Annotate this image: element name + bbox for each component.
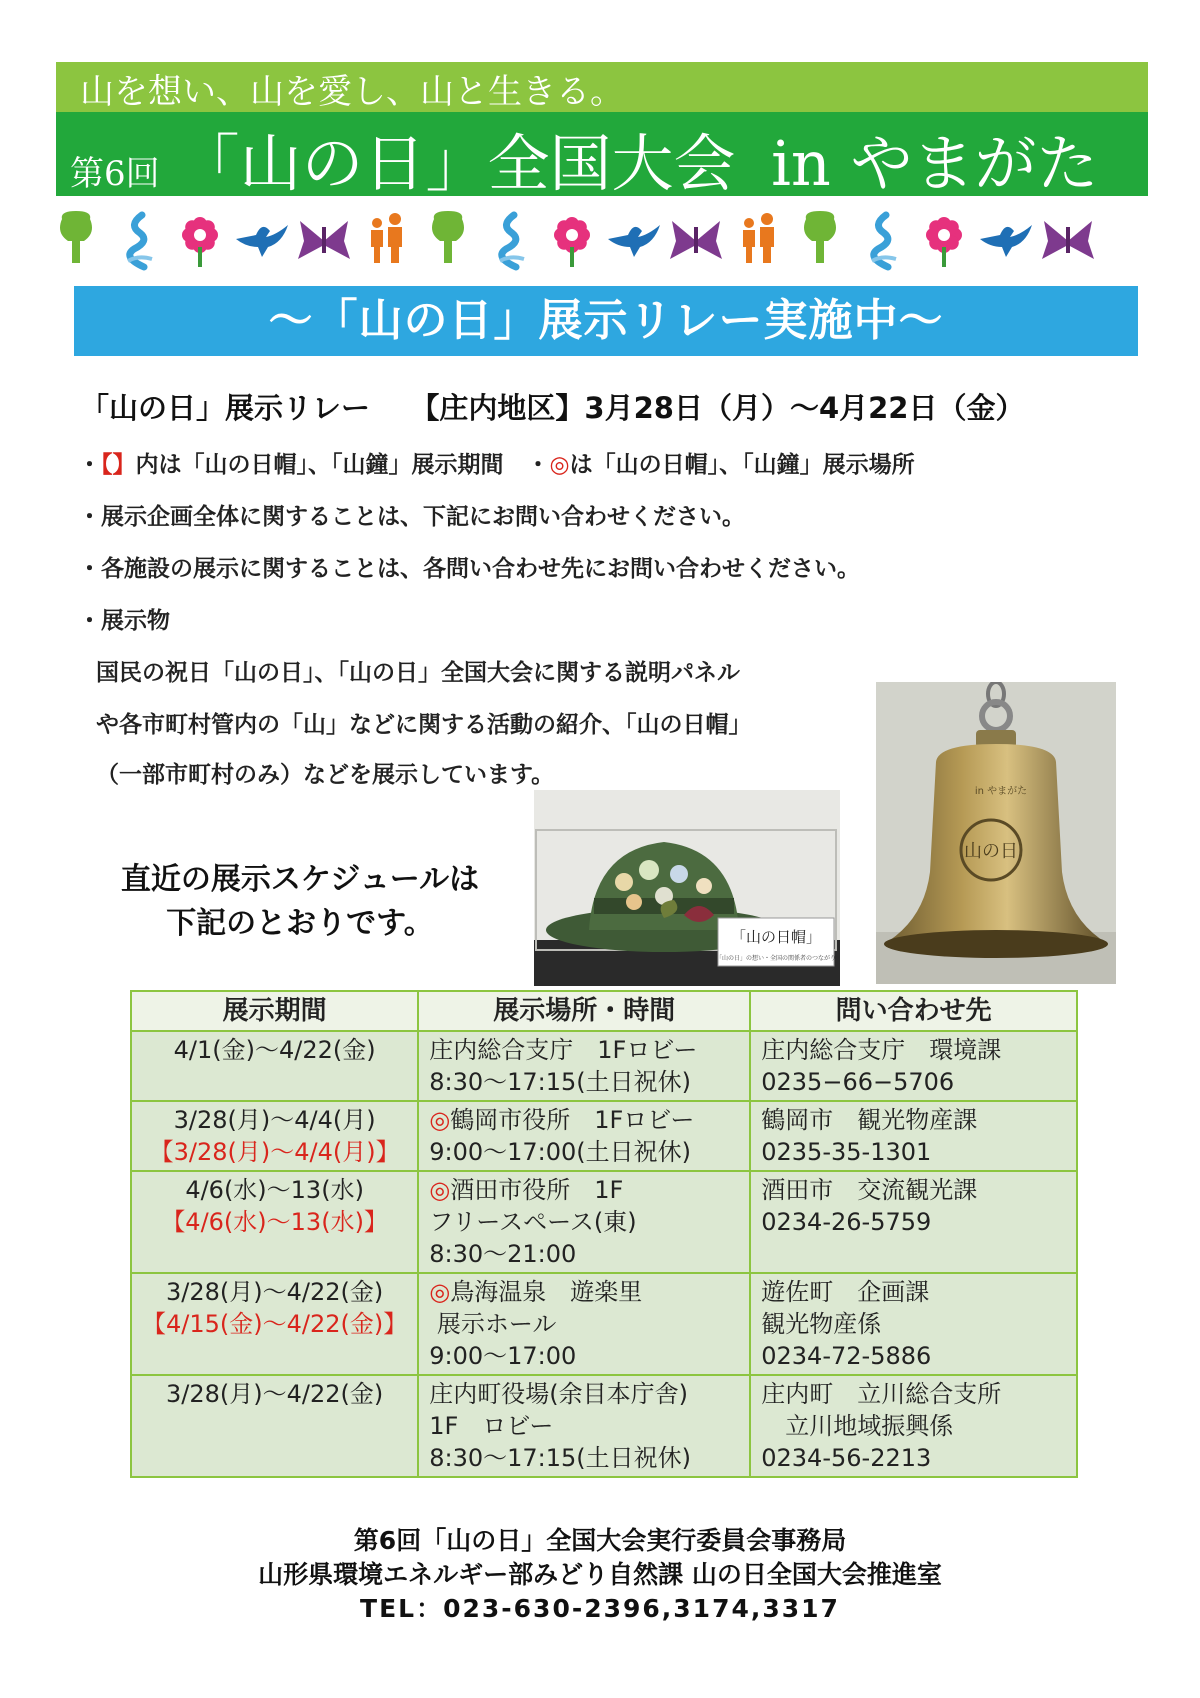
tagline: 山を想い、山を愛し、山と生きる。 [80,72,624,112]
hat-label: 「山の日帽」 [730,928,822,946]
double-circle-marker: ◎ [429,1176,451,1204]
special-period-text: 【4/15(金)〜4/22(金)】 [142,1310,408,1338]
double-circle-marker: ◎ [549,452,570,478]
contact-line: 0234-72-5886 [761,1342,932,1370]
venue-line: 鳥海温泉 遊楽里 [450,1278,643,1306]
hat-photo [534,790,840,986]
note-legend-text1: 内は「山の日帽」、「山鐘」展示期間 ・ [135,452,550,478]
schedule-heading-line1: 直近の展示スケジュールは [120,862,480,897]
venue-line: 8:30〜21:00 [429,1240,577,1268]
venue-line: 展示ホール [429,1310,557,1338]
people-icon [371,213,402,263]
event-title [70,114,1140,203]
note-overall-inquiry: ・展示企画全体に関することは、下記にお問い合わせください。 [78,504,745,530]
people-icon [743,213,774,263]
schedule-table [130,990,1078,1478]
tree-icon [432,211,464,263]
table-row [131,1031,1077,1101]
bird-icon [980,225,1032,257]
tree-icon [60,211,92,263]
venue-line: 8:30〜17:15(土日祝休) [429,1068,692,1096]
note-legend-bullet: ・ [78,452,101,478]
contact-cell [750,1171,1077,1273]
title-suffix: in やまがた [771,127,1099,200]
subtitle: 〜「山の日」展示リレー実施中〜 [268,295,944,346]
bird-icon [608,225,660,257]
footer-department: 山形県環境エネルギー部みどり自然課 山の日全国大会推進室 [258,1560,942,1589]
tree-icon [804,211,836,263]
svg-text:山の日: 山の日 [964,841,1018,862]
bell-photo [876,682,1116,984]
exhibit-desc-1: 国民の祝日「山の日」、「山の日」全国大会に関する説明パネル [96,660,740,686]
footer-tel: TEL：023-630-2396,3174,3317 [360,1594,840,1623]
note-legend-text2: は「山の日帽」、「山鐘」展示場所 [569,452,915,478]
venue-line: 1F ロビー [429,1412,554,1440]
icon-strip [56,206,1148,276]
title-main: 「山の日」全国大会 [177,127,736,200]
stream-icon [500,215,524,267]
stream-icon [872,215,896,267]
contact-line: 鶴岡市 観光物産課 [761,1106,978,1134]
relay-heading-label: 「山の日」展示リレー [80,391,371,425]
contact-line: 酒田市 交流観光課 [761,1176,978,1204]
venue-line: 9:00〜17:00(土日祝休) [429,1138,692,1166]
contact-line: 立川地域振興係 [761,1412,954,1440]
special-period-text: 【3/28(月)〜4/4(月)】 [149,1138,400,1166]
contact-line: 0234-56-2213 [761,1444,932,1472]
venue-line: 庄内総合支庁 1Fロビー [429,1036,698,1064]
flower-icon [182,217,218,267]
contact-line: 庄内総合支庁 環境課 [761,1036,1002,1064]
period-cell [131,1273,418,1375]
note-legend [78,446,915,479]
venue-cell [418,1031,750,1101]
contact-line: 観光物産係 [761,1310,882,1338]
relay-heading-region: 【庄内地区】3月28日（月）〜4月22日（金） [410,391,1025,425]
venue-line: 9:00〜17:00 [429,1342,577,1370]
venue-cell [418,1171,750,1273]
schedule-heading-line2: 下記のとおりです。 [166,906,434,941]
period-text: 4/6(水)〜13(水) [185,1176,364,1204]
period-cell [131,1171,418,1273]
contact-cell [750,1031,1077,1101]
venue-cell [418,1273,750,1375]
venue-line: 鶴岡市役所 1Fロビー [450,1106,695,1134]
hat-caption: 「山の日」の想い・全国の関係者のつながり [715,955,837,962]
venue-cell [418,1375,750,1477]
table-row [131,1101,1077,1171]
contact-line: 庄内町 立川総合支所 [761,1380,1002,1408]
venue-line: 8:30〜17:15(土日祝休) [429,1444,692,1472]
contact-line: 0235−66−5706 [761,1068,955,1096]
exhibit-desc-2: や各市町村管内の「山」などに関する活動の紹介、「山の日帽」 [96,712,752,738]
table-row [131,1375,1077,1477]
special-period-text: 【4/6(水)〜13(水)】 [161,1208,388,1236]
contact-line: 0234-26-5759 [761,1208,932,1236]
butterfly-icon [298,221,350,259]
venue-line: 庄内町役場(余目本庁舎) [429,1380,688,1408]
stream-icon [128,215,152,267]
note-facility-inquiry: ・各施設の展示に関することは、各問い合わせ先にお問い合わせください。 [78,556,860,582]
table-body [131,1031,1077,1477]
header-period: 展示期間 [131,991,418,1031]
relay-heading [80,386,1024,427]
period-text: 3/28(月)〜4/22(金) [166,1380,384,1408]
venue-cell [418,1101,750,1171]
exhibit-desc-3: （一部市町村のみ）などを展示しています。 [96,762,555,788]
schedule-heading [90,858,510,946]
contact-line: 遊佐町 企画課 [761,1278,930,1306]
bracket-marker: 【】 [101,452,136,478]
period-cell [131,1101,418,1171]
period-text: 3/28(月)〜4/22(金) [166,1278,384,1306]
double-circle-marker: ◎ [429,1106,451,1134]
venue-line: フリースペース(東) [429,1208,637,1236]
double-circle-marker: ◎ [429,1278,451,1306]
period-cell [131,1375,418,1477]
table-row [131,1273,1077,1375]
note-exhibits: ・展示物 [78,608,170,634]
header-venue: 展示場所・時間 [418,991,750,1031]
bell-text: in やまがた [974,786,1028,797]
footer [0,1524,1200,1626]
contact-cell [750,1375,1077,1477]
bird-icon [236,225,288,257]
period-text: 4/1(金)〜4/22(金) [173,1036,376,1064]
butterfly-icon [670,221,722,259]
contact-cell [750,1273,1077,1375]
flower-icon [926,217,962,267]
table-header-row [131,991,1077,1031]
table-row [131,1171,1077,1273]
contact-line: 0235-35-1301 [761,1138,932,1166]
contact-cell [750,1101,1077,1171]
title-prefix: 第6回 [70,154,160,194]
header-contact: 問い合わせ先 [750,991,1077,1031]
flower-icon [554,217,590,267]
period-cell [131,1031,418,1101]
period-text: 3/28(月)〜4/4(月) [173,1106,376,1134]
venue-line: 酒田市役所 1F [450,1176,624,1204]
footer-office: 第6回「山の日」全国大会実行委員会事務局 [353,1526,847,1555]
butterfly-icon [1042,221,1094,259]
